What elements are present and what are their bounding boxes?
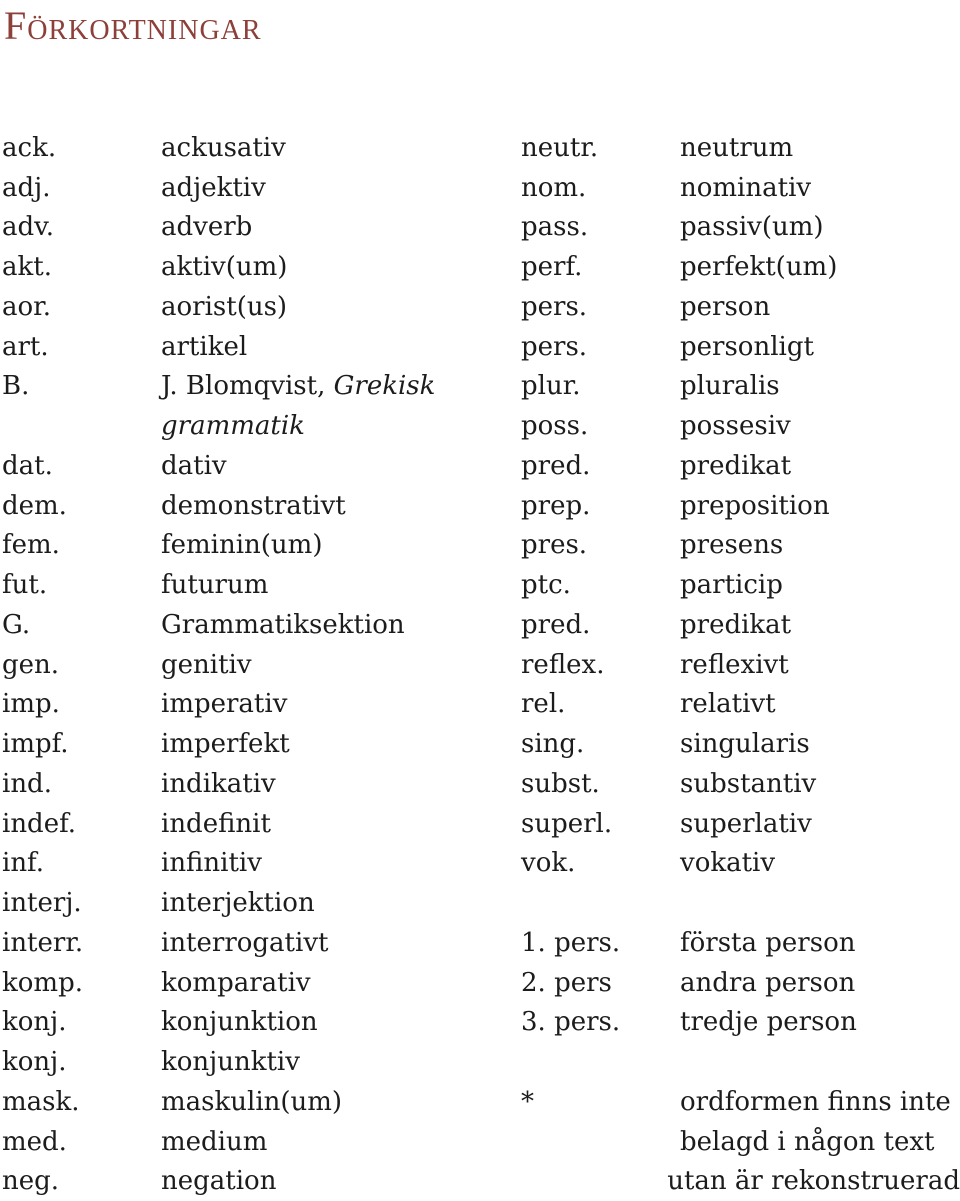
- abbreviation-meaning: [680, 491, 830, 521]
- meaning-text: pluralis: [680, 371, 780, 401]
- abbreviation: *: [521, 1087, 680, 1117]
- meaning-text: andra person: [680, 968, 855, 998]
- meaning-text: genitiv: [161, 650, 252, 680]
- abbreviation-list-left: [2, 128, 472, 1201]
- abbreviation-meaning: [680, 133, 793, 163]
- abbreviation: pers.: [521, 332, 680, 362]
- meaning-text: belagd i någon text: [680, 1127, 934, 1157]
- abbreviation-meaning: [680, 848, 775, 878]
- meaning-italic-text: grammatik: [161, 411, 305, 441]
- meaning-text: neutrum: [680, 133, 793, 163]
- meaning-text: interrogativt: [161, 928, 328, 958]
- meaning-text: possesiv: [680, 411, 791, 441]
- meaning-text: aorist(us): [161, 292, 287, 322]
- abbreviation-meaning: [161, 650, 252, 680]
- abbreviation-meaning: [161, 928, 328, 958]
- abbreviation-row: [2, 645, 472, 685]
- abbreviation-meaning: [680, 530, 783, 560]
- abbreviation: dat.: [2, 451, 161, 481]
- abbreviation-meaning: [680, 411, 791, 441]
- abbreviation-meaning: [161, 1087, 342, 1117]
- abbreviation-row: [521, 685, 960, 725]
- meaning-text: dativ: [161, 451, 227, 481]
- abbreviation-row: [521, 287, 960, 327]
- abbreviation: subst.: [521, 769, 680, 799]
- abbreviation-row: [521, 486, 960, 526]
- meaning-text: futurum: [161, 570, 268, 600]
- abbreviation: interj.: [2, 888, 161, 918]
- abbreviation: G.: [2, 610, 161, 640]
- abbreviation-row: [2, 1042, 472, 1082]
- abbreviation-meaning: [161, 769, 276, 799]
- abbreviation-meaning: [161, 809, 271, 839]
- abbreviation: pers.: [521, 292, 680, 322]
- abbreviation-row: [521, 645, 960, 685]
- abbreviation: pres.: [521, 530, 680, 560]
- abbreviation: komp.: [2, 968, 161, 998]
- meaning-text: singularis: [680, 729, 810, 759]
- meaning-text: passiv(um): [680, 212, 824, 242]
- meaning-text: nominativ: [680, 173, 811, 203]
- abbreviation-row: [2, 287, 472, 327]
- abbreviation: art.: [2, 332, 161, 362]
- abbreviation-row: [2, 1162, 472, 1201]
- abbreviation: reflex.: [521, 650, 680, 680]
- abbreviation: aor.: [2, 292, 161, 322]
- meaning-text: interjektion: [161, 888, 315, 918]
- abbreviation-meaning: [161, 530, 322, 560]
- abbreviation-row: [2, 844, 472, 884]
- abbreviation-meaning: [680, 928, 855, 958]
- abbreviation: ptc.: [521, 570, 680, 600]
- abbreviation-meaning: [667, 1166, 960, 1196]
- meaning-text: vokativ: [680, 848, 775, 878]
- meaning-text: konjunktion: [161, 1007, 318, 1037]
- abbreviation-row: [521, 764, 960, 804]
- abbreviation: plur.: [521, 371, 680, 401]
- abbreviation-row: [521, 883, 960, 923]
- abbreviation-row: [2, 168, 472, 208]
- meaning-text: komparativ: [161, 968, 311, 998]
- abbreviation-row: [521, 565, 960, 605]
- abbreviation-row: [2, 367, 472, 407]
- meaning-text: första person: [680, 928, 855, 958]
- abbreviation-meaning: [680, 769, 816, 799]
- abbreviation: akt.: [2, 252, 161, 282]
- abbreviation: inf.: [2, 848, 161, 878]
- abbreviation-meaning: [161, 212, 252, 242]
- meaning-text: relativt: [680, 689, 776, 719]
- abbreviation: poss.: [521, 411, 680, 441]
- abbreviation-meaning: [161, 1166, 276, 1196]
- abbreviation-meaning: [680, 252, 837, 282]
- abbreviation-row: [2, 764, 472, 804]
- meaning-text: personligt: [680, 332, 814, 362]
- meaning-text: medium: [161, 1127, 267, 1157]
- meaning-text: utan är rekonstruerad: [667, 1166, 960, 1196]
- abbreviation-row: [2, 526, 472, 566]
- abbreviation: ack.: [2, 133, 161, 163]
- abbreviation: gen.: [2, 650, 161, 680]
- abbreviation-row: [2, 128, 472, 168]
- abbreviation-meaning: [161, 888, 315, 918]
- abbreviation-meaning: [161, 729, 290, 759]
- meaning-text: ackusativ: [161, 133, 286, 163]
- meaning-text: aktiv(um): [161, 252, 287, 282]
- abbreviation-meaning: [680, 292, 770, 322]
- meaning-text: person: [680, 292, 770, 322]
- abbreviation-meaning: [680, 689, 776, 719]
- abbreviation: fem.: [2, 530, 161, 560]
- abbreviation: pass.: [521, 212, 680, 242]
- abbreviation-row: [521, 128, 960, 168]
- abbreviation-row: [2, 406, 472, 446]
- meaning-text: particip: [680, 570, 783, 600]
- abbreviation: 3. pers.: [521, 1007, 680, 1037]
- abbreviation: 2. pers: [521, 968, 680, 998]
- abbreviation-meaning: [680, 332, 814, 362]
- meaning-text: imperfekt: [161, 729, 290, 759]
- abbreviation: sing.: [521, 729, 680, 759]
- abbreviation: nom.: [521, 173, 680, 203]
- meaning-text: negation: [161, 1166, 276, 1196]
- abbreviation-row: [2, 883, 472, 923]
- abbreviation: impf.: [2, 729, 161, 759]
- abbreviation-meaning: [161, 411, 305, 441]
- abbreviation-meaning: [161, 570, 268, 600]
- abbreviation: dem.: [2, 491, 161, 521]
- abbreviation-row: [2, 724, 472, 764]
- abbreviation-row: [521, 526, 960, 566]
- abbreviation: perf.: [521, 252, 680, 282]
- meaning-text: reflexivt: [680, 650, 789, 680]
- meaning-text: feminin(um): [161, 530, 322, 560]
- abbreviation-row: [521, 1082, 960, 1122]
- abbreviation-meaning: [680, 371, 780, 401]
- meaning-text: substantiv: [680, 769, 816, 799]
- abbreviation-row: [2, 923, 472, 963]
- abbreviation: konj.: [2, 1047, 161, 1077]
- abbreviation-row: [521, 724, 960, 764]
- abbreviation: rel.: [521, 689, 680, 719]
- abbreviation: med.: [2, 1127, 161, 1157]
- abbreviation-meaning: [680, 1087, 951, 1117]
- meaning-text: adverb: [161, 212, 252, 242]
- abbreviation-row: [2, 605, 472, 645]
- abbreviation-row: [2, 1003, 472, 1043]
- abbreviation-row: [2, 1082, 472, 1122]
- abbreviation-meaning: [161, 133, 286, 163]
- abbreviation-meaning: [161, 252, 287, 282]
- meaning-text: konjunktiv: [161, 1047, 300, 1077]
- meaning-text: Grammatiksektion: [161, 610, 405, 640]
- abbreviation-meaning: [161, 371, 435, 401]
- abbreviation-meaning: [680, 173, 811, 203]
- abbreviation: ind.: [2, 769, 161, 799]
- abbreviation-row: [521, 208, 960, 248]
- abbreviation: B.: [2, 371, 161, 401]
- abbreviation: imp.: [2, 689, 161, 719]
- abbreviation-row: [2, 446, 472, 486]
- abbreviation-row: [2, 247, 472, 287]
- abbreviation-meaning: [161, 292, 287, 322]
- abbreviation-meaning: [680, 1127, 934, 1157]
- meaning-text: perfekt(um): [680, 252, 837, 282]
- abbreviation-row: [521, 367, 960, 407]
- meaning-text: preposition: [680, 491, 830, 521]
- abbreviation-row: [521, 406, 960, 446]
- abbreviation: neg.: [2, 1166, 161, 1196]
- meaning-text: predikat: [680, 610, 791, 640]
- abbreviation-row: [521, 168, 960, 208]
- abbreviation-row: [521, 844, 960, 884]
- abbreviation-list-right: [521, 128, 960, 1201]
- abbreviation-meaning: [680, 570, 783, 600]
- abbreviation-row: [521, 1042, 960, 1082]
- meaning-italic-text: Grekisk: [334, 371, 436, 401]
- abbreviation: adv.: [2, 212, 161, 242]
- abbreviation-meaning: [161, 173, 266, 203]
- abbreviation: pred.: [521, 610, 680, 640]
- abbreviation-row: [521, 605, 960, 645]
- abbreviation-row: [521, 923, 960, 963]
- abbreviation: 1. pers.: [521, 928, 680, 958]
- meaning-text: J. Blomqvist,: [161, 371, 334, 401]
- abbreviation-row: [2, 1122, 472, 1162]
- meaning-text: indefinit: [161, 809, 271, 839]
- meaning-text: infinitiv: [161, 848, 262, 878]
- abbreviation-row: [521, 963, 960, 1003]
- abbreviation: superl.: [521, 809, 680, 839]
- abbreviation-meaning: [161, 689, 287, 719]
- abbreviation-meaning: [161, 848, 262, 878]
- abbreviation-row: [521, 804, 960, 844]
- abbreviation-meaning: [680, 968, 855, 998]
- abbreviation-row: [521, 446, 960, 486]
- meaning-text: superlativ: [680, 809, 812, 839]
- abbreviation-meaning: [680, 610, 791, 640]
- meaning-text: artikel: [161, 332, 247, 362]
- abbreviation-meaning: [161, 610, 405, 640]
- abbreviation-meaning: [161, 491, 346, 521]
- meaning-text: demonstrativt: [161, 491, 346, 521]
- abbreviation: neutr.: [521, 133, 680, 163]
- meaning-text: imperativ: [161, 689, 287, 719]
- abbreviation-meaning: [161, 451, 227, 481]
- abbreviation-row: [2, 565, 472, 605]
- abbreviation-row: [521, 1003, 960, 1043]
- abbreviation: pred.: [521, 451, 680, 481]
- abbreviation: indef.: [2, 809, 161, 839]
- abbreviation-meaning: [680, 1007, 857, 1037]
- abbreviation-meaning: [161, 332, 247, 362]
- meaning-text: ordformen finns inte: [680, 1087, 951, 1117]
- abbreviation: konj.: [2, 1007, 161, 1037]
- meaning-text: predikat: [680, 451, 791, 481]
- abbreviation-meaning: [161, 968, 311, 998]
- abbreviation: fut.: [2, 570, 161, 600]
- abbreviation-row: [2, 208, 472, 248]
- abbreviation: prep.: [521, 491, 680, 521]
- abbreviation-row: [2, 685, 472, 725]
- abbreviation-meaning: [680, 809, 812, 839]
- abbreviation-row: [521, 247, 960, 287]
- abbreviation-meaning: [161, 1047, 300, 1077]
- abbreviation-meaning: [680, 650, 789, 680]
- meaning-text: indikativ: [161, 769, 276, 799]
- meaning-text: presens: [680, 530, 783, 560]
- abbreviation-row: [521, 1122, 960, 1162]
- abbreviation-meaning: [161, 1127, 267, 1157]
- abbreviation-meaning: [680, 451, 791, 481]
- abbreviation: interr.: [2, 928, 161, 958]
- abbreviation-row: [521, 327, 960, 367]
- abbreviation-meaning: [680, 729, 810, 759]
- abbreviation-meaning: [161, 1007, 318, 1037]
- abbreviation-row: [2, 486, 472, 526]
- meaning-text: adjektiv: [161, 173, 266, 203]
- abbreviation: vok.: [521, 848, 680, 878]
- abbreviation-row: [2, 327, 472, 367]
- page-title: Förkortningar: [4, 0, 262, 52]
- abbreviation-meaning: [680, 212, 824, 242]
- meaning-text: maskulin(um): [161, 1087, 342, 1117]
- abbreviation-row: [2, 963, 472, 1003]
- abbreviation: mask.: [2, 1087, 161, 1117]
- meaning-text: tredje person: [680, 1007, 857, 1037]
- abbreviation-row: [2, 804, 472, 844]
- abbreviation-row: [521, 1162, 960, 1201]
- abbreviation: adj.: [2, 173, 161, 203]
